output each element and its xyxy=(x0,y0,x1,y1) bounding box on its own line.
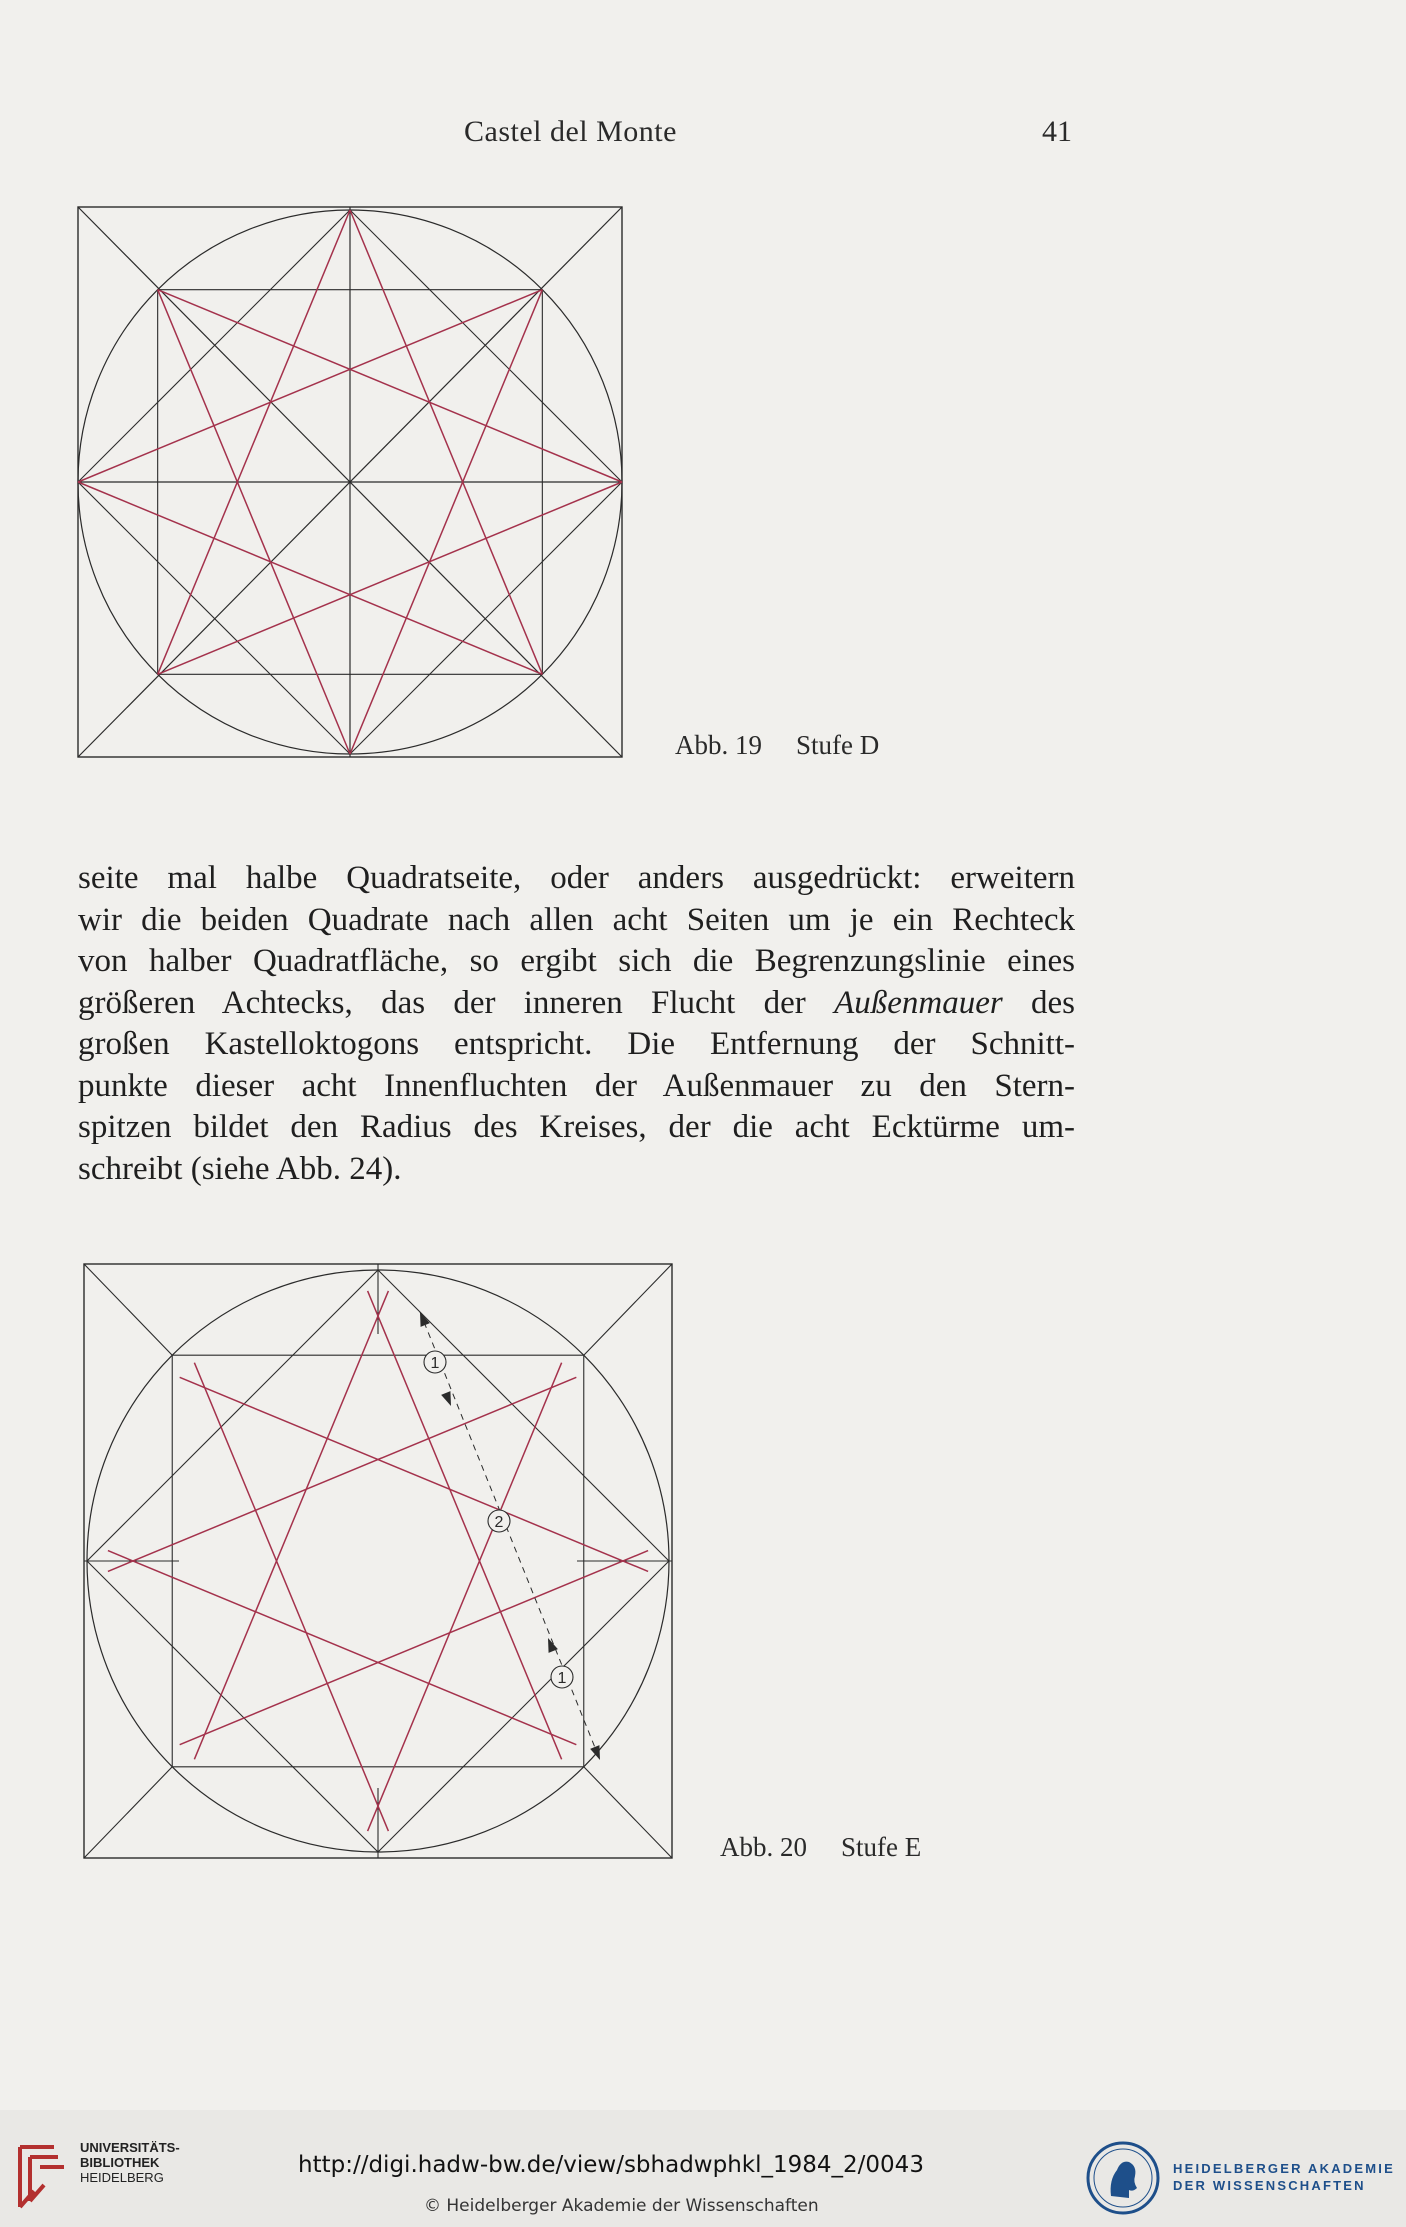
text-line: punkte dieser acht Innenfluchten der Außenmauer zu den Stern- xyxy=(78,1067,1075,1104)
figure-19-diagram xyxy=(76,205,626,760)
body-paragraph xyxy=(78,858,1075,1190)
star-line xyxy=(180,1377,648,1571)
text-fragment: größeren Achtecks, das der inneren Flucht der xyxy=(78,984,835,1021)
square-edge-line xyxy=(87,1270,378,1561)
running-head xyxy=(0,115,1406,155)
running-title: Castel del Monte xyxy=(464,115,677,148)
arrowhead xyxy=(441,1391,451,1406)
text-line: spitzen bildet den Radius des Kreises, der die acht Ecktürme um- xyxy=(78,1109,1075,1145)
corner-line xyxy=(84,1264,172,1355)
text-line: wir die beiden Quadrate nach allen acht Seiten um je ein Rechteck xyxy=(78,901,1075,938)
figure-20-number: Abb. 20 xyxy=(720,1832,807,1862)
star-line xyxy=(158,482,622,674)
text-line: großen Kastelloktogons entspricht. Die Entfernung der Schnitt- xyxy=(78,1026,1075,1062)
figure-20-caption xyxy=(720,1832,921,1863)
library-name xyxy=(80,2140,180,2185)
star-line xyxy=(350,290,542,754)
star-line xyxy=(158,290,622,482)
text-line: schreibt (siehe Abb. 24). xyxy=(78,1150,402,1187)
corner-line xyxy=(584,1264,672,1355)
star-line xyxy=(158,210,350,674)
star-line xyxy=(158,290,350,754)
star-line xyxy=(194,1291,388,1759)
star-line xyxy=(368,1363,562,1831)
figure-19-number: Abb. 19 xyxy=(675,730,762,760)
figure-20-stage: Stufe E xyxy=(841,1832,922,1862)
figure-20-diagram xyxy=(82,1262,674,1860)
text-line: von halber Quadratfläche, so ergibt sich die Begrenzungslinie eines xyxy=(78,943,1075,979)
arrowhead xyxy=(420,1312,430,1327)
star-line xyxy=(350,210,542,674)
star-line xyxy=(368,1291,562,1759)
library-logo-icon xyxy=(14,2135,70,2215)
corner-line xyxy=(84,1767,172,1858)
library-name-line: HEIDELBERG xyxy=(80,2170,164,2185)
library-name-line: UNIVERSITÄTS- xyxy=(80,2140,180,2155)
text-line xyxy=(78,983,1075,1025)
figure-19-caption xyxy=(675,730,879,761)
marker-label: 1 xyxy=(430,1355,440,1372)
square-edge-line xyxy=(378,1270,669,1561)
italic-term: Außenmauer xyxy=(834,984,1003,1021)
copyright-notice: © Heidelberger Akademie der Wissenschaften xyxy=(424,2196,819,2216)
corner-line xyxy=(584,1767,672,1858)
star-line xyxy=(78,290,542,482)
star-line xyxy=(108,1377,576,1571)
page-number: 41 xyxy=(1042,115,1072,148)
library-name-line: BIBLIOTHEK xyxy=(80,2155,160,2170)
source-url-link[interactable]: http://digi.hadw-bw.de/view/sbhadwphkl_1984_2/0043 xyxy=(298,2152,924,2178)
square-edge-line xyxy=(378,1561,669,1852)
star-line xyxy=(194,1363,388,1831)
star-line xyxy=(78,482,542,674)
star-line xyxy=(180,1551,648,1745)
text-fragment: des xyxy=(1002,984,1075,1021)
academy-name xyxy=(1173,2160,1395,2194)
marker-label: 2 xyxy=(494,1514,504,1531)
square-edge-line xyxy=(87,1561,378,1852)
academy-name-line: HEIDELBERGER AKADEMIE xyxy=(1173,2161,1395,2176)
figure-19-stage: Stufe D xyxy=(796,730,880,760)
academy-seal-icon xyxy=(1085,2140,1161,2216)
text-line: seite mal halbe Quadratseite, oder anders ausgedrückt: erweitern xyxy=(78,860,1075,896)
academy-name-line: DER WISSENSCHAFTEN xyxy=(1173,2178,1366,2193)
star-line xyxy=(108,1551,576,1745)
marker-label: 1 xyxy=(557,1670,567,1687)
